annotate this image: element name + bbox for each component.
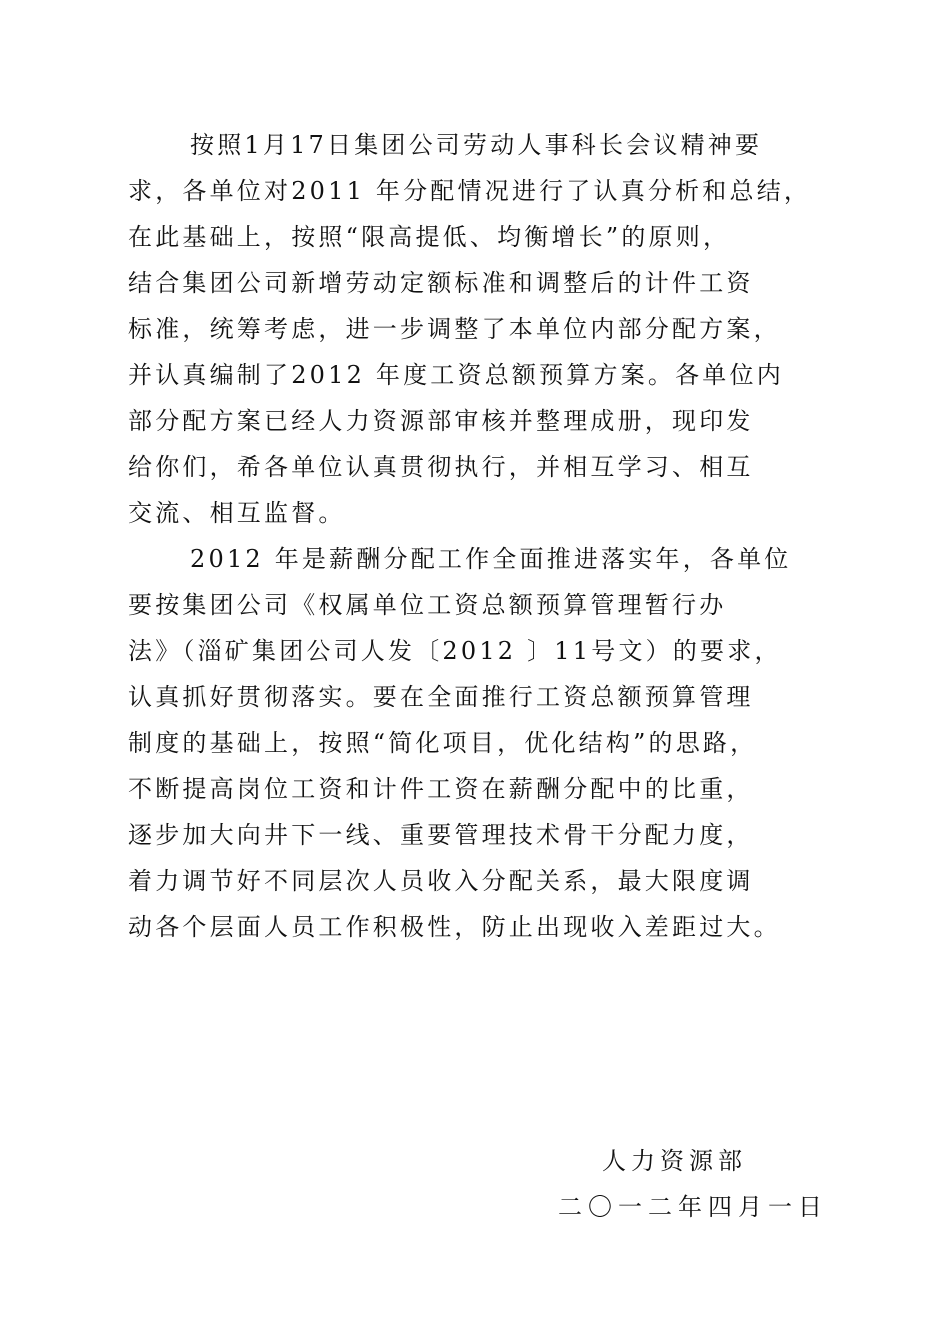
paragraph-line: 标准，统筹考虑，进一步调整了本单位内部分配方案， [128,315,781,343]
paragraph-line: 在此基础上，按照“限高提低、均衡增长”的原则， [128,223,731,251]
paragraph-line: 制度的基础上，按照“简化项目，优化结构”的思路， [128,729,758,757]
paragraph-line: 结合集团公司新增劳动定额标准和调整后的计件工资 [128,269,754,297]
paragraph-line: 认真抓好贯彻落实。要在全面推行工资总额预算管理 [128,683,754,711]
paragraph-line: 部分配方案已经人力资源部审核并整理成册，现印发 [128,407,754,435]
paragraph-line: 并认真编制了2012 年度工资总额预算方案。各单位内 [128,361,784,389]
document-body [128,122,848,950]
paragraph-line: 给你们，希各单位认真贯彻执行，并相互学习、相互 [128,453,754,481]
signature-department: 人力资源部 [602,1147,747,1175]
paragraph-line: 2012 年是薪酬分配工作全面推进落实年，各单位 [190,545,792,573]
signature-block [540,1138,840,1230]
paragraph-line: 按照1月17日集团公司劳动人事科长会议精神要 [190,131,763,159]
paragraph-line: 逐步加大向井下一线、重要管理技术骨干分配力度， [128,821,754,849]
paragraph-line: 不断提高岗位工资和计件工资在薪酬分配中的比重， [128,775,754,803]
signature-date: 二〇一二年四月一日 [558,1193,828,1221]
paragraph-line: 着力调节好不同层次人员收入分配关系，最大限度调 [128,867,754,895]
paragraph-line: 法》（淄矿集团公司人发〔2012 〕11号文）的要求， [128,637,782,665]
paragraph-1 [128,122,848,536]
paragraph-line: 要按集团公司《权属单位工资总额预算管理暂行办 [128,591,727,619]
paragraph-2 [128,536,848,950]
paragraph-line: 动各个层面人员工作积极性，防止出现收入差距过大。 [128,913,781,941]
paragraph-line: 交流、相互监督。 [128,499,346,527]
paragraph-line: 求，各单位对2011 年分配情况进行了认真分析和总结， [128,177,812,205]
